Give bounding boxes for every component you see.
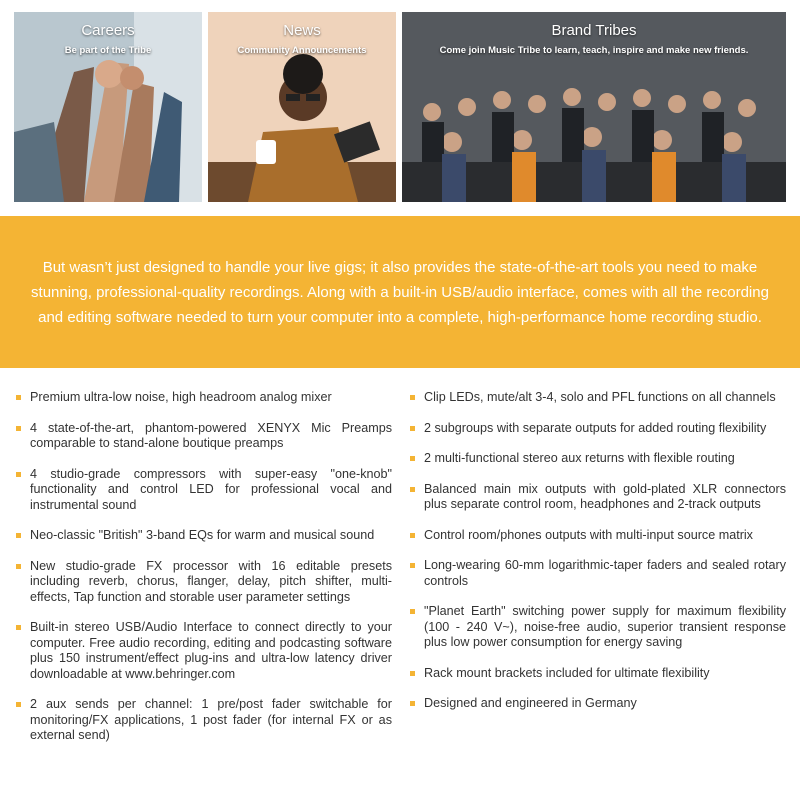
feature-text: New studio-grade FX processor with 16 editable presets including reverb, chorus, flanger, delay, pitch shifter, multi-effects, Tap function and storable user parameter settings: [30, 558, 392, 604]
feature-item: [410, 482, 786, 513]
feature-text: Long-wearing 60-mm logarithmic-taper faders and sealed rotary controls: [424, 558, 786, 588]
feature-item: [410, 390, 786, 406]
feature-text: 4 studio-grade compressors with super-easy "one-knob" functionality and control LED for professional vocal and instrumental sound: [30, 466, 392, 512]
feature-item: [16, 620, 392, 682]
square-bullet-icon: [16, 472, 21, 477]
square-bullet-icon: [410, 487, 415, 492]
square-bullet-icon: [410, 395, 415, 400]
square-bullet-icon: [16, 426, 21, 431]
feature-text: Clip LEDs, mute/alt 3-4, solo and PFL functions on all channels: [424, 390, 776, 404]
feature-item: [410, 528, 786, 544]
feature-text: Neo-classic "British" 3-band EQs for warm and musical sound: [30, 528, 375, 542]
feature-text: Designed and engineered in Germany: [424, 696, 637, 710]
feature-item: [410, 696, 786, 712]
news-photo: [208, 12, 396, 202]
feature-text: 2 subgroups with separate outputs for added routing flexibility: [424, 420, 767, 435]
promo-tiles: [14, 12, 786, 202]
square-bullet-icon: [16, 564, 21, 569]
square-bullet-icon: [16, 702, 21, 707]
feature-text: Rack mount brackets included for ultimate flexibility: [424, 665, 710, 680]
careers-subtitle: Be part of the Tribe: [64, 45, 152, 56]
careers-photo: [14, 12, 202, 202]
feature-text: Premium ultra-low noise, high headroom analog mixer: [30, 390, 332, 404]
feature-text: 4 state-of-the-art, phantom-powered XENYX Mic Preamps comparable to stand-alone boutique preamps: [30, 420, 392, 450]
careers-title: Careers: [81, 22, 135, 39]
square-bullet-icon: [410, 456, 415, 461]
square-bullet-icon: [16, 395, 21, 400]
feature-item: [16, 559, 392, 606]
news-title: News: [283, 22, 321, 39]
intro-banner: [0, 216, 800, 368]
careers-tile[interactable]: [14, 12, 202, 202]
brand-tribes-tile[interactable]: [402, 12, 786, 202]
square-bullet-icon: [410, 609, 415, 614]
feature-columns: [16, 390, 786, 759]
square-bullet-icon: [410, 563, 415, 568]
feature-text: 2 aux sends per channel: 1 pre/post fader switchable for monitoring/FX applications, 1 post fader (for internal FX or as external send): [30, 697, 392, 742]
feature-item: [410, 604, 786, 651]
feature-item: [16, 390, 392, 406]
feature-item: [410, 558, 786, 589]
square-bullet-icon: [410, 533, 415, 538]
feature-item: [16, 528, 392, 544]
square-bullet-icon: [410, 701, 415, 706]
feature-item: [410, 666, 786, 682]
brand-tribes-subtitle: Come join Music Tribe to learn, teach, inspire and make new friends.: [439, 45, 749, 56]
feature-text: Control room/phones outputs with multi-input source matrix: [424, 527, 753, 542]
feature-item: [410, 451, 786, 467]
features-left-list: [16, 390, 392, 759]
square-bullet-icon: [410, 426, 415, 431]
feature-text: 2 multi-functional stereo aux returns with flexible routing: [424, 451, 735, 465]
square-bullet-icon: [16, 533, 21, 538]
feature-item: [16, 467, 392, 514]
feature-text: Built-in stereo USB/Audio Interface to connect directly to your computer. Free audio recording, editing and podcasting software plus 150 instrument/effect plug-ins and ultra-low latency driver downloadable at www.behringer.com: [30, 620, 392, 681]
brand-tribes-photo: [402, 12, 786, 202]
intro-banner-text: But wasn’t just designed to handle your live gigs; it also provides the state-of-the-art tools you need to make stunning, professional-quality recordings. Along with a built-in USB/audio interface, comes with all the recording and editing software needed to turn your computer into a complete, high-performance home recording studio.: [31, 258, 769, 326]
news-tile[interactable]: [208, 12, 396, 202]
feature-text: "Planet Earth" switching power supply for maximum flexibility (100 - 240 V~), noise-free audio, superior transient response plus low power consumption for energy saving: [424, 604, 786, 649]
brand-tribes-title: Brand Tribes: [551, 22, 637, 39]
feature-item: [410, 421, 786, 437]
features-right-list: [410, 390, 786, 759]
feature-item: [16, 421, 392, 452]
square-bullet-icon: [16, 625, 21, 630]
news-subtitle: Community Announcements: [237, 45, 367, 56]
feature-item: [16, 697, 392, 744]
feature-text: Balanced main mix outputs with gold-plated XLR connectors plus separate control room, headphones and 2-track outputs: [424, 481, 786, 511]
square-bullet-icon: [410, 671, 415, 676]
